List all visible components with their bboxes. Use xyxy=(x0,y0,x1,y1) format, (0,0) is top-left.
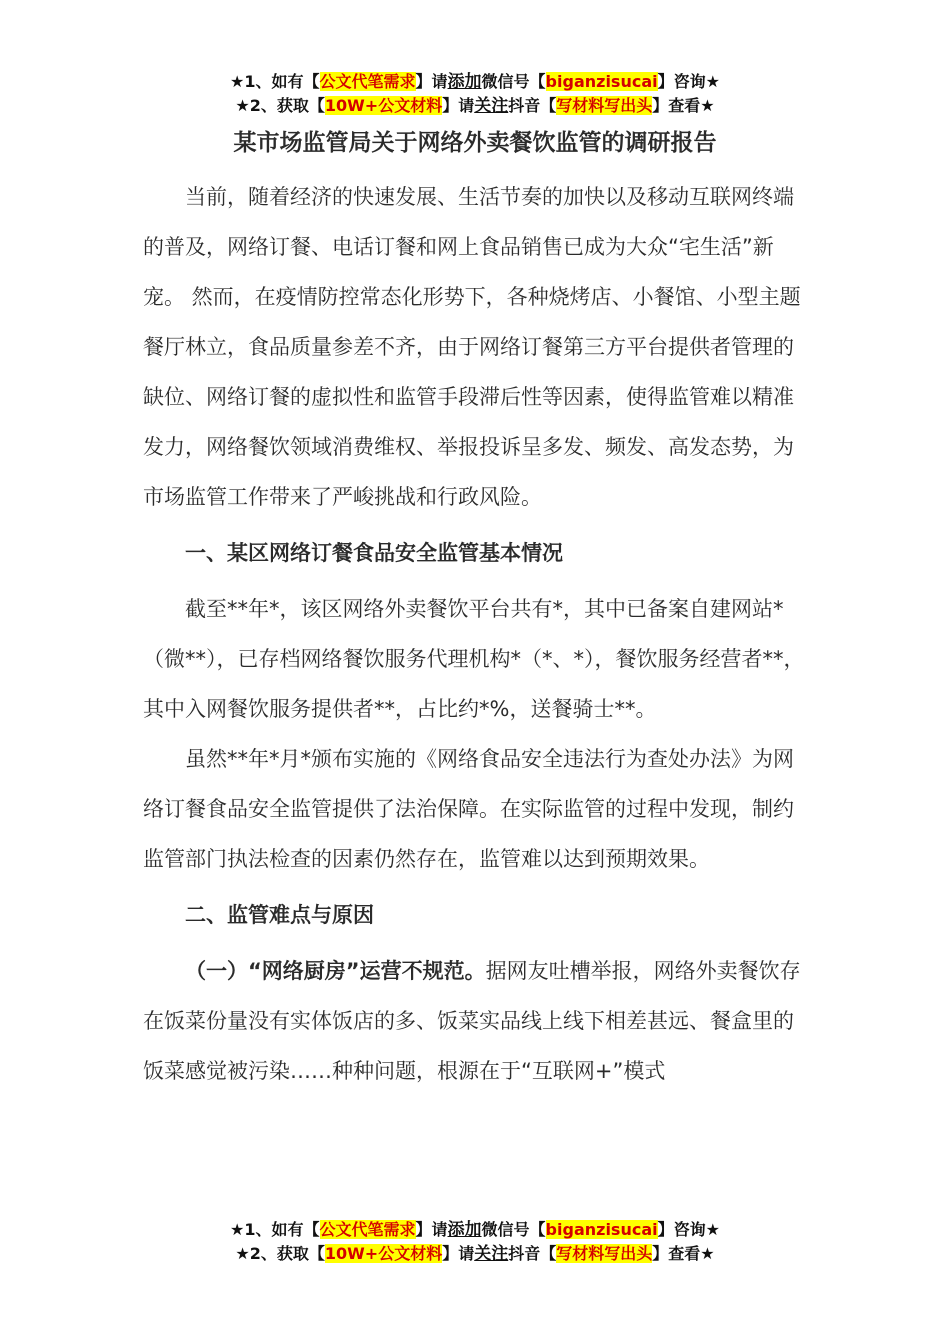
banner-highlight: 公文代笔需求 xyxy=(319,72,416,91)
banner-text: 微信号【 xyxy=(481,72,546,91)
paragraph-issue-1 xyxy=(143,946,811,1096)
banner-line-2 xyxy=(0,94,950,118)
banner-douyin-id: 写材料写出头 xyxy=(556,96,653,115)
banner-text: 抖音【 xyxy=(508,96,557,115)
banner-line-1 xyxy=(0,70,950,94)
banner-text: 】请 xyxy=(415,72,448,91)
banner-text: ★2、获取【 xyxy=(235,96,325,115)
paragraph-intro: 当前，随着经济的快速发展、生活节奏的加快以及移动互联网终端的普及，网络订餐、电话订餐和网上食品销售已成为大众“宅生活”新宠。 然而，在疫情防控常态化形势下，各种烧烤店、小餐馆、小型主题餐厅林立，食品质量参差不齐，由于网络订餐第三方平台提供者管理的缺位、网络订餐的虚拟性和监管手段滞后性等因素，使得监管难以精准发力，网络餐饮领域消费维权、举报投诉呈多发、频发、高发态势，为市场监管工作带来了严峻挑战和行政风险。 xyxy=(143,185,801,509)
document-title: 某市场监管局关于网络外卖餐饮监管的调研报告 xyxy=(233,130,717,156)
banner-text: 】咨询★ xyxy=(657,72,720,91)
banner-douyin-id: 写材料写出头 xyxy=(556,1244,653,1263)
document-body xyxy=(143,172,811,1096)
banner-emphasis: 添加 xyxy=(447,1220,482,1240)
banner-highlight: 公文代笔需求 xyxy=(319,1220,416,1239)
banner-text: 】请 xyxy=(415,1220,448,1239)
paragraph-issue-1-text: 据网友吐槽举报，网络外卖餐饮存在饭菜份量没有实体饭店的多、饭菜实品线上线下相差甚远、餐盒里的饭菜感觉被污染……种种问题，根源在于“互联网+”模式 xyxy=(143,959,801,1083)
banner-wechat-id: biganzisucai xyxy=(545,72,658,91)
banner-text: 】请 xyxy=(442,1244,475,1263)
banner-text: 】查看★ xyxy=(652,1244,715,1263)
banner-highlight: 10W+公文材料 xyxy=(324,1244,443,1263)
paragraph-statistics: 截至**年*，该区网络外卖餐饮平台共有*，其中已备案自建网站*（微**），已存档网络餐饮服务代理机构*（*、*），餐饮服务经营者**，其中入网餐饮服务提供者**，占比约*%，送餐骑士**。 xyxy=(143,597,805,721)
banner-text: 抖音【 xyxy=(508,1244,557,1263)
subheading-lead: （一）“网络厨房”运营不规范。 xyxy=(185,959,486,983)
banner-emphasis: 添加 xyxy=(447,72,482,92)
banner-text: ★2、获取【 xyxy=(235,1244,325,1263)
footer-banner xyxy=(0,1218,950,1266)
banner-emphasis: 关注 xyxy=(474,96,509,116)
banner-text: 】查看★ xyxy=(652,96,715,115)
banner-text: 】咨询★ xyxy=(657,1220,720,1239)
section-heading-2: 二、监管难点与原因 xyxy=(185,903,374,927)
banner-line-2 xyxy=(0,1242,950,1266)
banner-wechat-id: biganzisucai xyxy=(545,1220,658,1239)
banner-text: 微信号【 xyxy=(481,1220,546,1239)
section-heading-1: 一、某区网络订餐食品安全监管基本情况 xyxy=(185,541,563,565)
banner-line-1 xyxy=(0,1218,950,1242)
banner-text: ★1、如有【 xyxy=(230,72,320,91)
banner-highlight: 10W+公文材料 xyxy=(324,96,443,115)
paragraph-legal-basis: 虽然**年*月*颁布实施的《网络食品安全违法行为查处办法》为网络订餐食品安全监管提供了法治保障。在实际监管的过程中发现，制约监管部门执法检查的因素仍然存在，监管难以达到预期效果。 xyxy=(143,747,794,871)
banner-text: ★1、如有【 xyxy=(230,1220,320,1239)
header-banner xyxy=(0,70,950,118)
banner-emphasis: 关注 xyxy=(474,1244,509,1264)
banner-text: 】请 xyxy=(442,96,475,115)
